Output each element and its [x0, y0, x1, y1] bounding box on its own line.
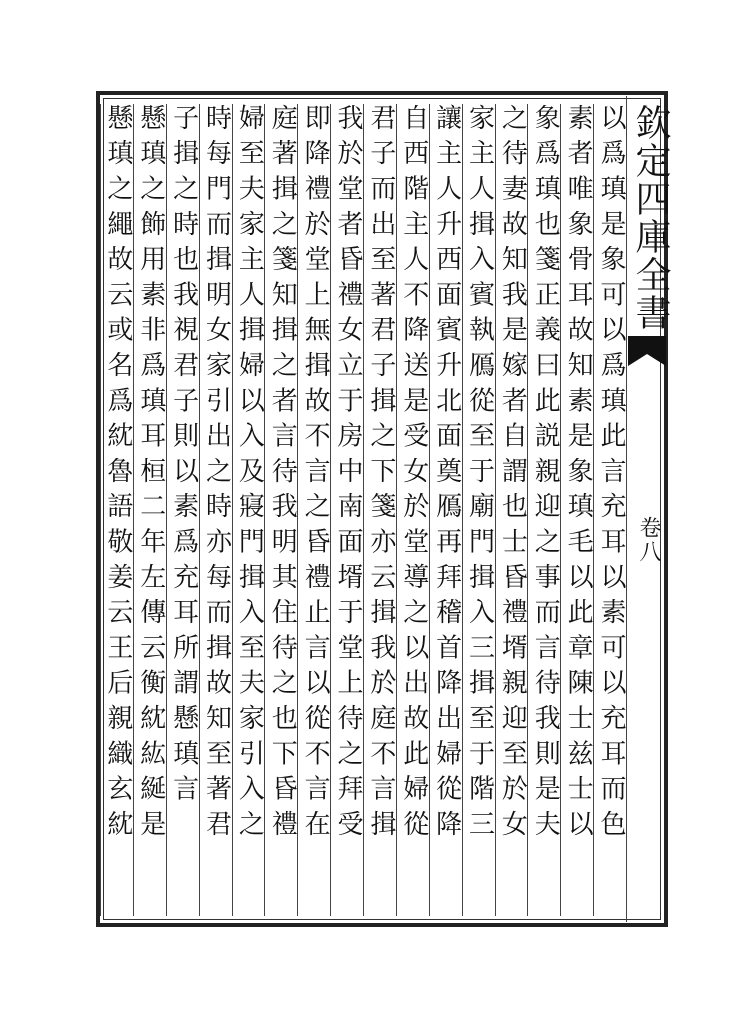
column-text: 自西階主人不降送是受女於堂導之以出故此婦從 [398, 104, 429, 846]
text-column [100, 104, 133, 916]
text-column [363, 104, 396, 916]
text-column [593, 104, 626, 916]
column-text: 懸瑱之繩故云或名爲紞魯語敬姜云王后親織玄紞 [102, 104, 133, 846]
text-column [166, 104, 199, 916]
text-column [330, 104, 363, 916]
text-column [429, 104, 462, 916]
column-text: 庭著揖之箋知揖之者言待我明其住待之也下昏禮 [267, 104, 298, 846]
text-column [527, 104, 560, 916]
column-text: 素者唯象骨耳故知素是象瑱毛以此章陳士兹士以 [563, 104, 594, 846]
column-text: 讓主人升西面賓升北面奠鴈再拜稽首降出婦從降 [431, 104, 462, 846]
text-column [396, 104, 429, 916]
column-text: 子揖之時也我視君子則以素爲充耳所謂懸瑱言 [168, 104, 199, 811]
text-column [495, 104, 528, 916]
volume-number: 卷八 [636, 516, 661, 564]
text-column [199, 104, 232, 916]
text-column [560, 104, 593, 916]
column-text: 婦至夫家主人揖婦以入及寢門揖入至夫家引入之 [234, 104, 265, 846]
column-text: 懸瑱之飾用素非爲瑱耳桓二年左傳云衡紞紘綖是 [135, 104, 166, 846]
column-text: 我於堂者昏禮女立于房中南面壻于堂上待之拜受 [333, 104, 363, 846]
column-text: 家主人揖入賓執鴈從至于廟門揖入三揖至于階三 [464, 104, 495, 846]
column-text: 之待妻故知我是嫁者自謂也士昏禮壻親迎至於女 [497, 104, 528, 846]
center-margin [626, 96, 671, 922]
column-text: 即降禮於堂上無揖故不言之昏禮止言以從不言在 [300, 104, 331, 846]
fishtail-mark [628, 336, 666, 366]
text-column [264, 104, 297, 916]
text-column [297, 104, 330, 916]
text-column [133, 104, 166, 916]
text-column [462, 104, 495, 916]
text-column [232, 104, 265, 916]
column-text: 象爲瑱也箋正義曰此説親迎之事而言待我則是夫 [530, 104, 561, 846]
column-text: 時每門而揖明女家引出之時亦每而揖故知至著君 [201, 104, 232, 846]
column-text: 以爲瑱是象可以爲瑱此言充耳以素可以充耳而色 [596, 104, 626, 846]
column-text: 君子而出至著君子揖之下箋亦云揖我於庭不言揖 [365, 104, 396, 846]
book-title: 欽定四庫全書 [630, 104, 671, 332]
